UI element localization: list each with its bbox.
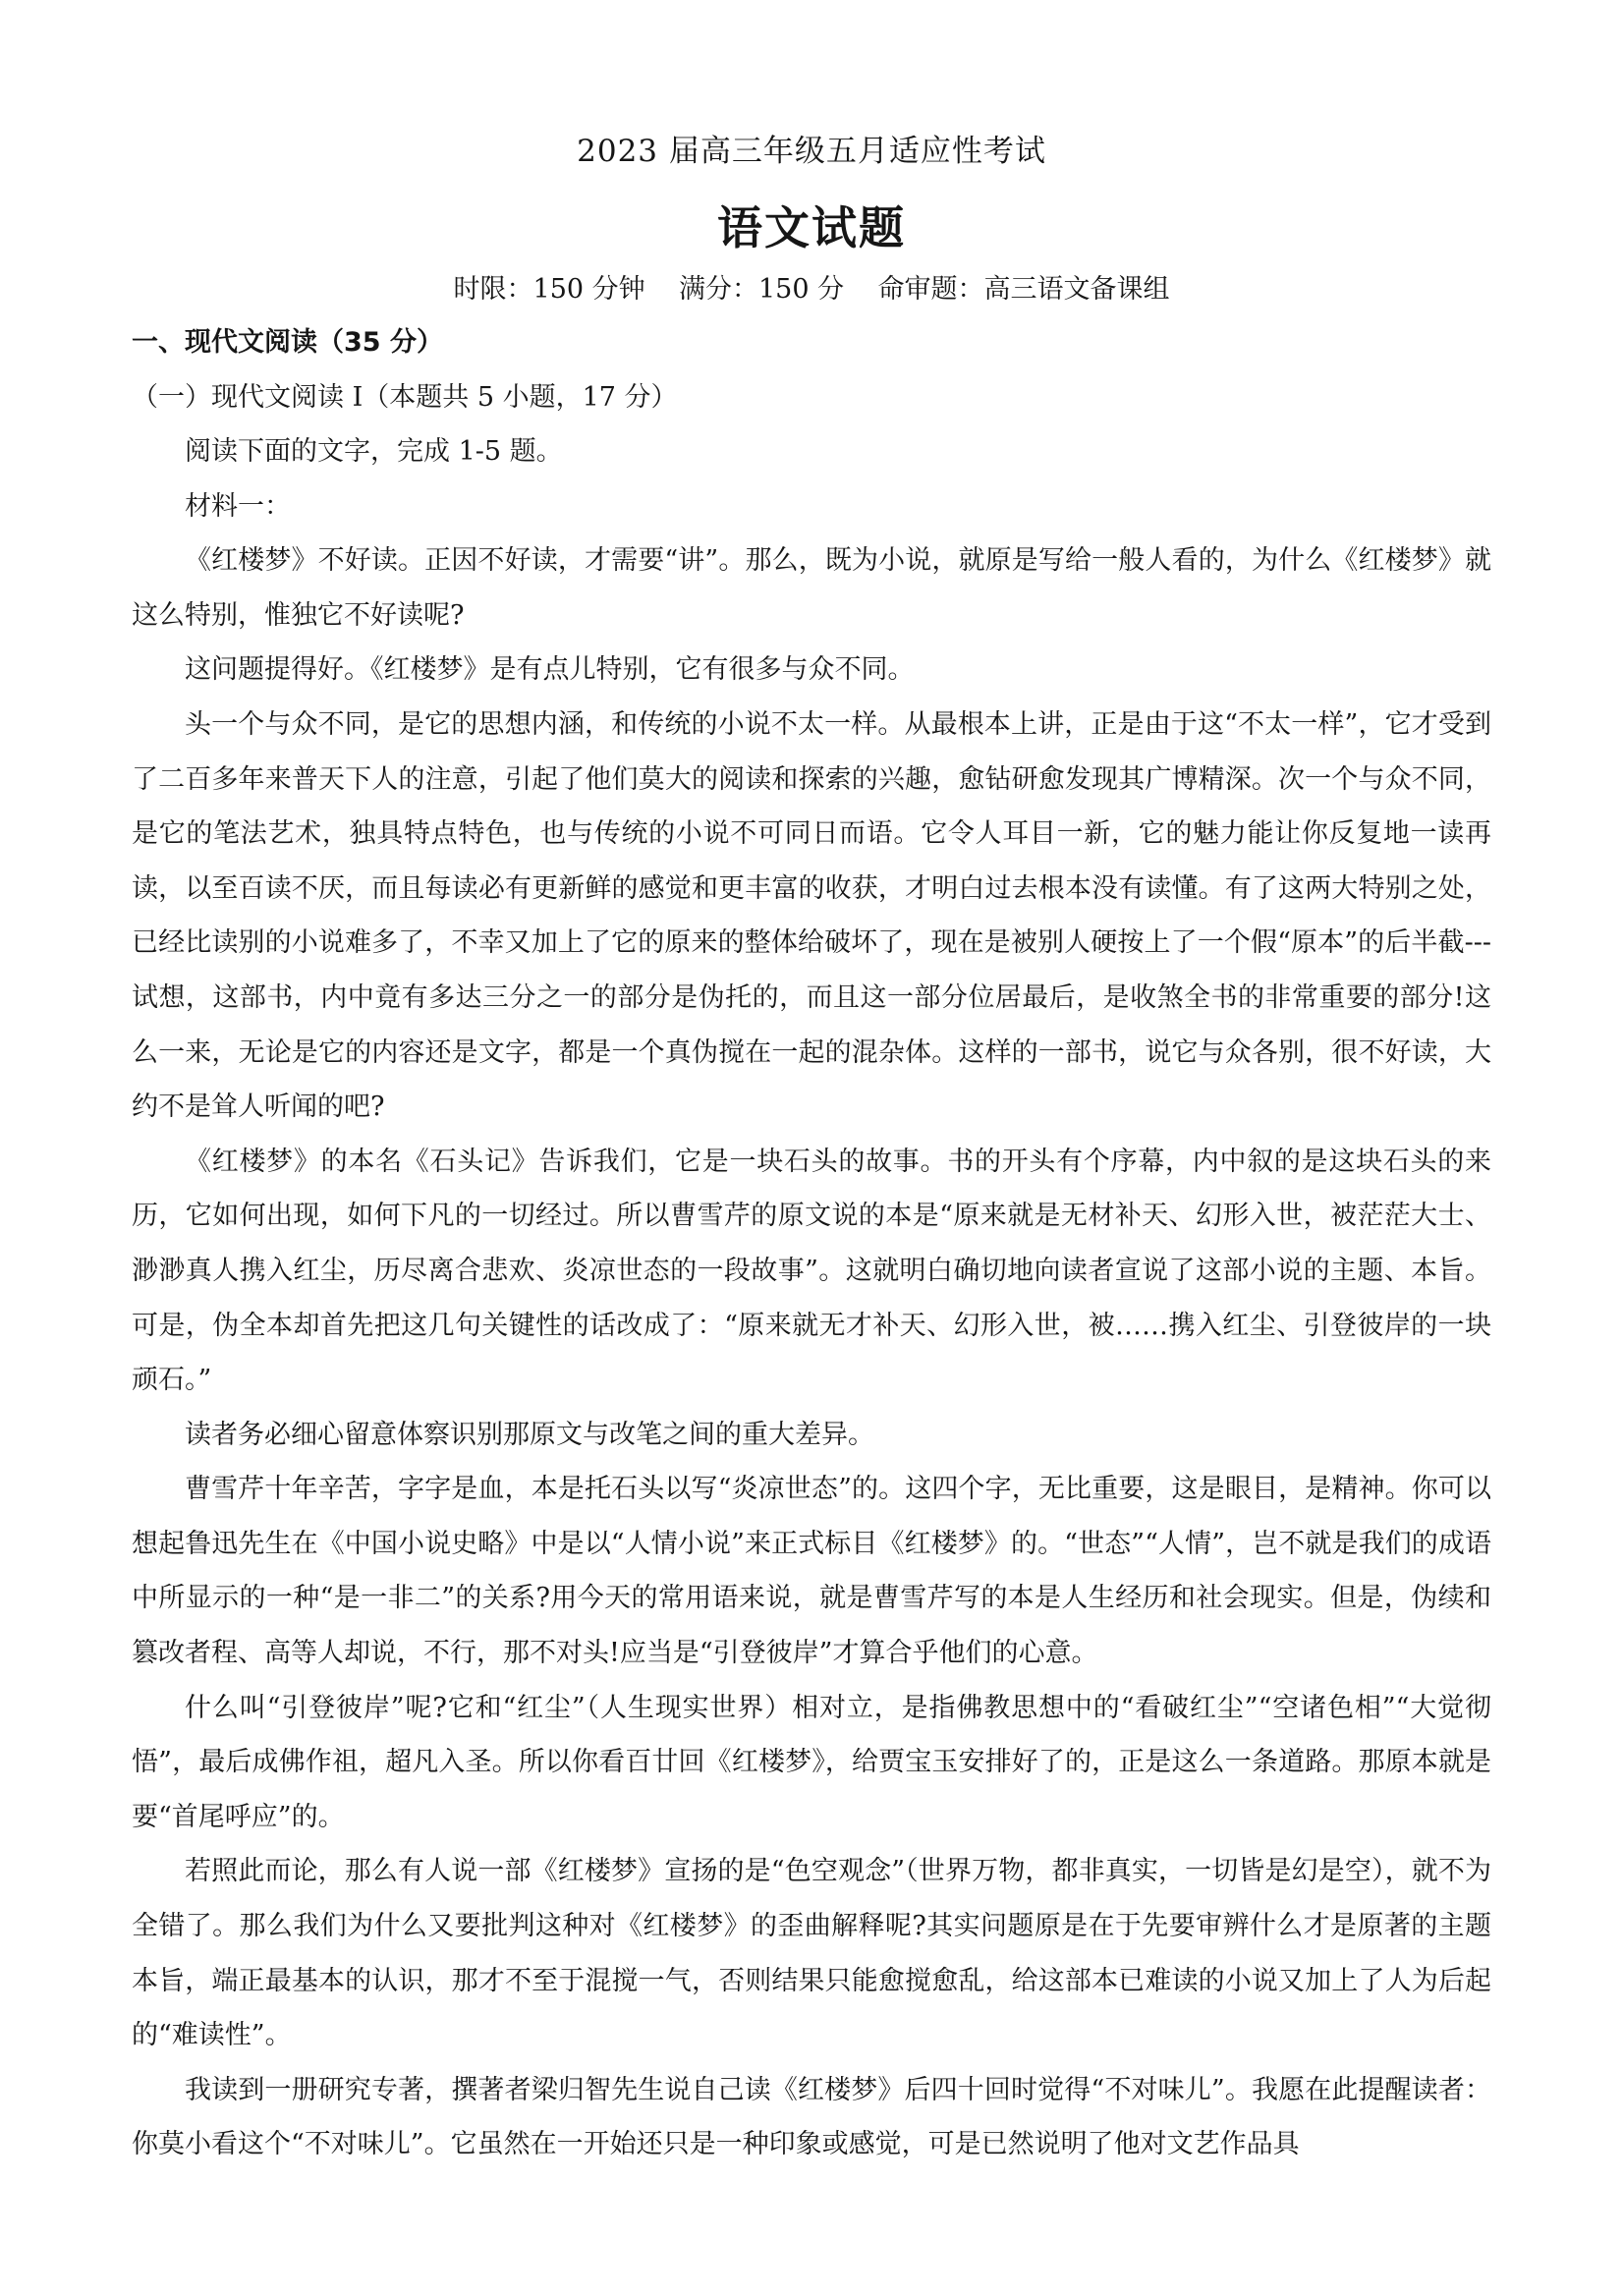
paragraph: 什么叫“引登彼岸”呢?它和“红尘”（人生现实世界）相对立，是指佛教思想中的“看破红尘”“空诸色相”“大觉彻悟”，最后成佛作祖，超凡入圣。所以你看百廿回《红楼梦》，给贾宝玉安排好了的，正是这么一条道路。那原本就是要“首尾呼应”的。: [132, 1692, 1491, 1832]
paragraph: 《红楼梦》的本名《石头记》告诉我们，它是一块石头的故事。书的开头有个序幕，内中叙的是这块石头的来历，它如何出现，如何下凡的一切经过。所以曹雪芹的原文说的本是“原来就是无材补天、幻形入世，被茫茫大士、渺渺真人携入红尘，历尽离合悲欢、炎凉世态的一段故事”。这就明白确切地向读者宣说了这部小说的主题、本旨。可是，伪全本却首先把这几句关键性的话改成了：“原来就无才补天、幻形入世，被……携入红尘、引登彼岸的一块顽石。”: [132, 1146, 1491, 1396]
paragraph: 若照此而论，那么有人说一部《红楼梦》宣扬的是“色空观念”（世界万物，都非真实，一切皆是幻是空），就不为全错了。那么我们为什么又要批判这种对《红楼梦》的歪曲解释呢?其实问题原是在于先要审辨什么才是原著的主题本旨，端正最基本的认识，那才不至于混搅一气，否则结果只能愈搅愈乱，给这部本已难读的小说又加上了人为后起的“难读性”。: [132, 1856, 1491, 2051]
instruction: 阅读下面的文字，完成 1-5 题。: [185, 436, 563, 467]
paragraph: 这问题提得好。《红楼梦》是有点儿特别，它有很多与众不同。: [185, 654, 915, 686]
material-label: 材料一：: [185, 490, 291, 522]
subject-title: 语文试题: [717, 201, 906, 254]
paragraph: 头一个与众不同，是它的思想内涵，和传统的小说不太一样。从最根本上讲，正是由于这“不太一样”，它才受到了二百多年来普天下人的注意，引起了他们莫大的阅读和探索的兴趣，愈钻研愈发现其广博精深。次一个与众不同，是它的笔法艺术，独具特点特色，也与传统的小说不可同日而语。它令人耳目一新，它的魅力能让你反复地一读再读，以至百读不厌，而且每读必有更新鲜的感觉和更丰富的收获，才明白过去根本没有读懂。有了这两大特别之处，已经比读别的小说难多了，不幸又加上了它的原来的整体给破坏了，现在是被别人硬按上了一个假“原本”的后半截---试想，这部书，内中竟有多达三分之一的部分是伪托的，而且这一部分位居最后，是收煞全书的非常重要的部分!这么一来，无论是它的内容还是文字，都是一个真伪搅在一起的混杂体。这样的一部书，说它与众各别，很不好读，大约不是耸人听闻的吧?: [132, 708, 1491, 1123]
exam-name: 2023 届高三年级五月适应性考试: [577, 134, 1046, 169]
paragraph: 读者务必细心留意体察识别那原文与改笔之间的重大差异。: [185, 1419, 874, 1450]
exam-meta: 时限：150 分钟 满分：150 分 命审题：高三语文备课组: [453, 274, 1170, 305]
paragraph: 我读到一册研究专著，撰著者梁归智先生说自己读《红楼梦》后四十回时觉得“不对味儿”。我愿在此提醒读者：你莫小看这个“不对味儿”。它虽然在一开始还只是一种印象或感觉，可是已然说明了他对文艺作品具: [132, 2074, 1491, 2160]
section-title: 一、现代文阅读（35 分）: [132, 327, 443, 358]
paragraph: 《红楼梦》不好读。正因不好读，才需要“讲”。那么，既为小说，就原是写给一般人看的，为什么《红楼梦》就这么特别，惟独它不好读呢?: [132, 545, 1491, 631]
reading-passage: [132, 424, 1491, 2172]
paragraph: 曹雪芹十年辛苦，字字是血，本是托石头以写“炎凉世态”的。这四个字，无比重要，这是眼目，是精神。你可以想起鲁迅先生在《中国小说史略》中是以“人情小说”来正式标目《红楼梦》的。“世态”“人情”，岂不就是我们的成语中所显示的一种“是一非二”的关系?用今天的常用语来说，就是曹雪芹写的本是人生经历和社会现实。但是，伪续和篡改者程、高等人却说，不行，那不对头!应当是“引登彼岸”才算合乎他们的心意。: [132, 1474, 1491, 1669]
subsection-title: （一）现代文阅读 I（本题共 5 小题，17 分）: [132, 382, 678, 413]
